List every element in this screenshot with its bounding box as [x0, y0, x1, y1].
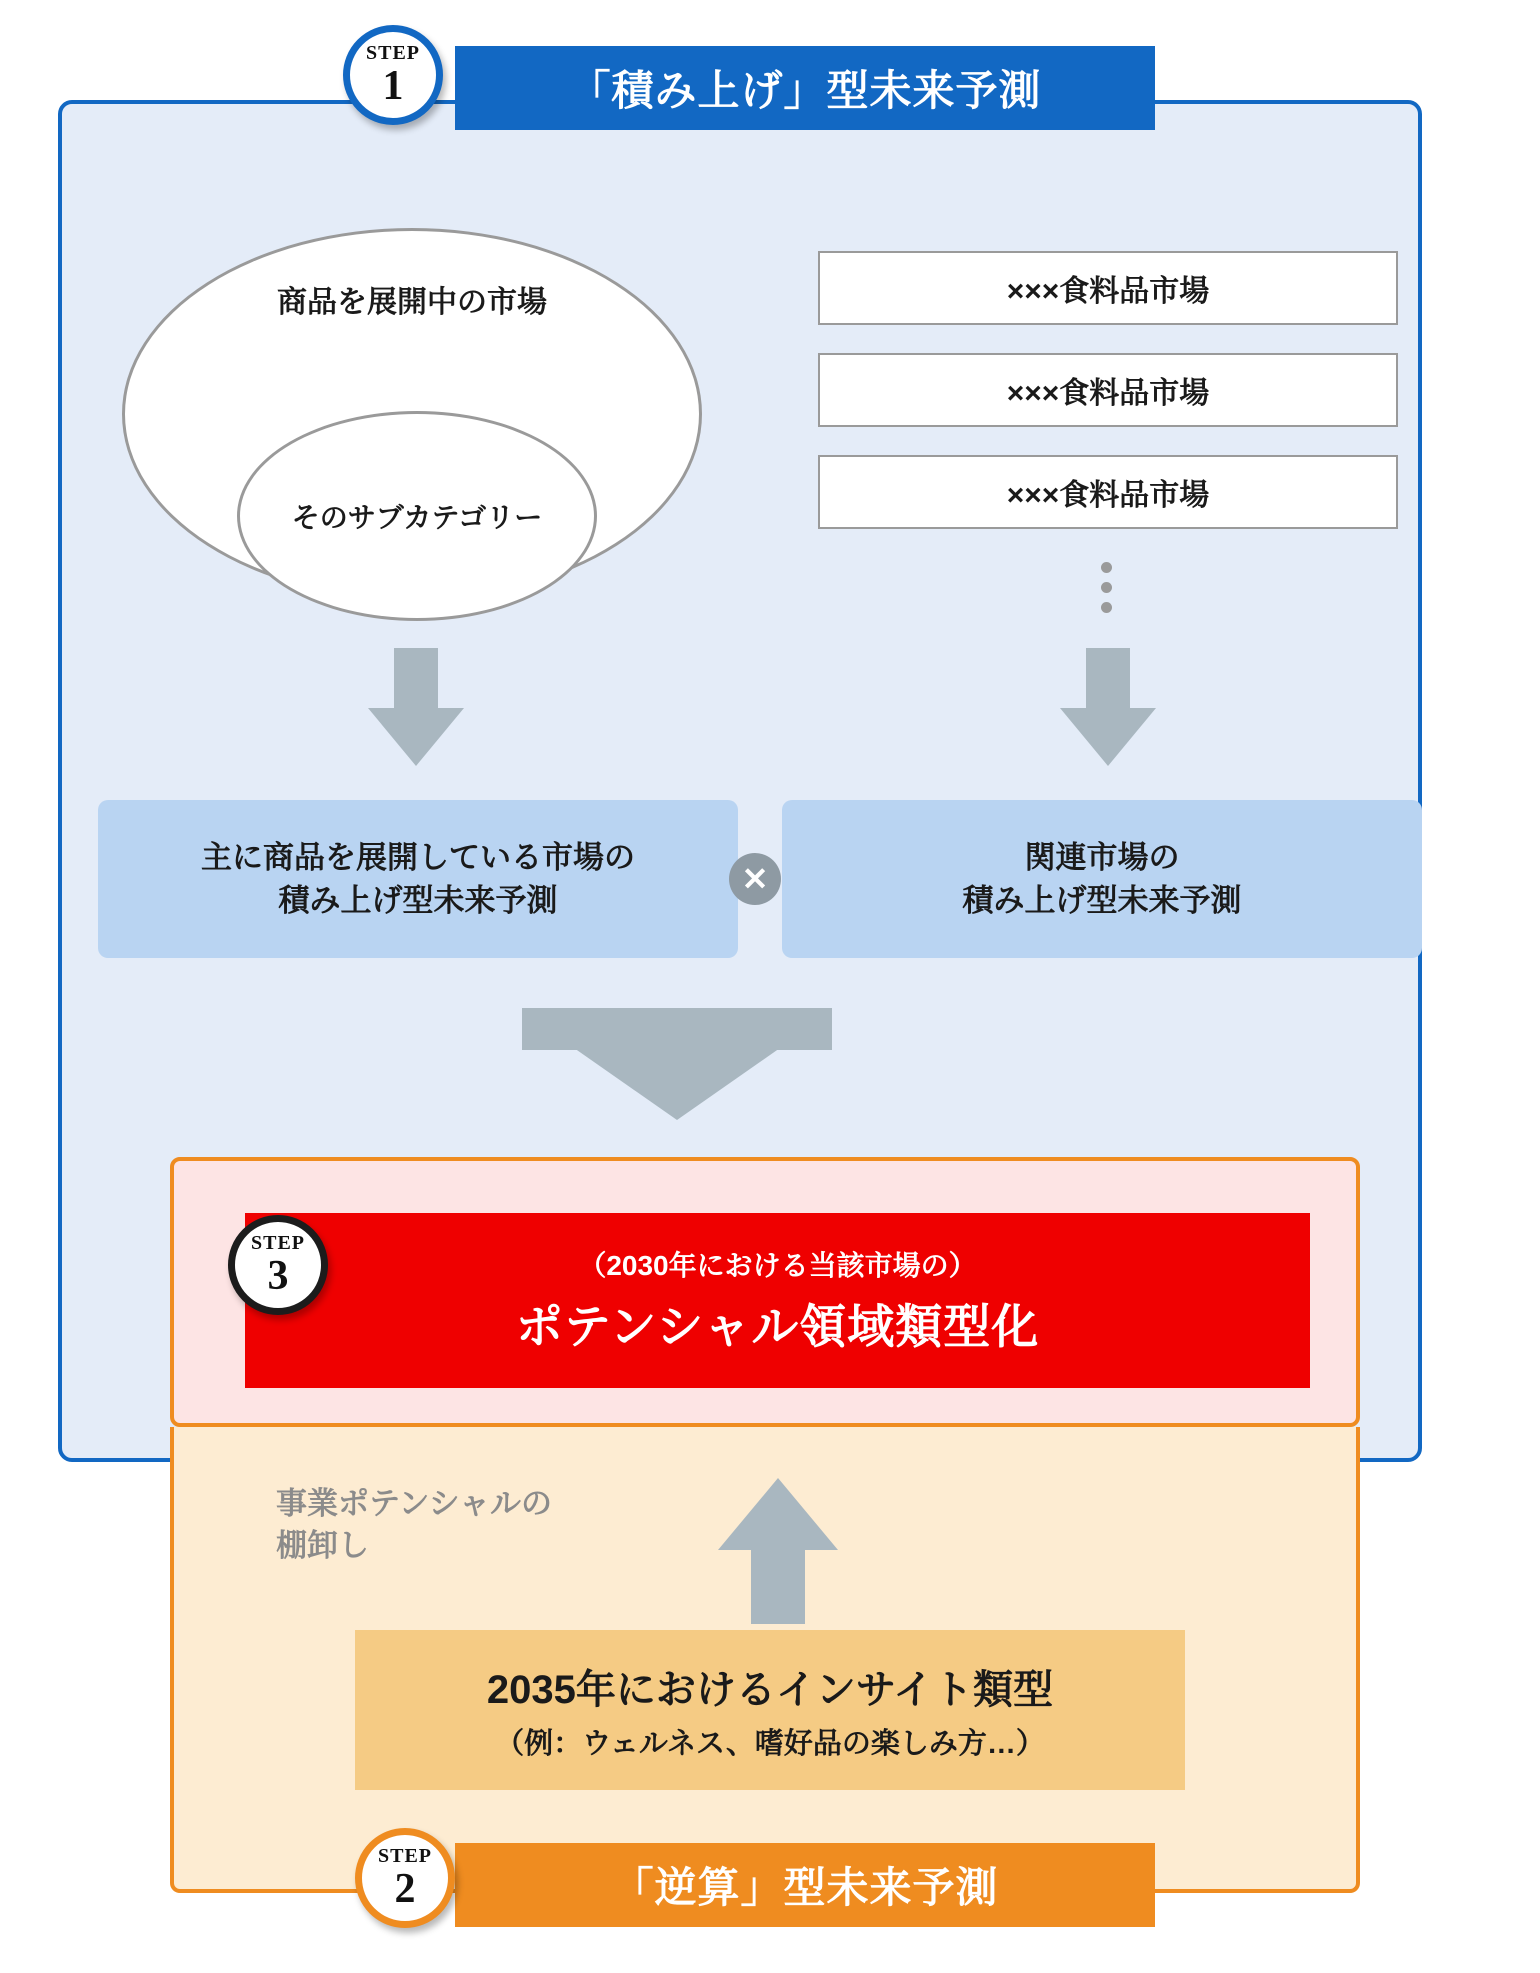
multiply-operator-icon: ✕ — [729, 853, 781, 905]
step2-ribbon-title: 「逆算」型未来予測 — [611, 1864, 999, 1911]
business-potential-note — [276, 1483, 676, 1567]
step-badge-1-number: 1 — [382, 63, 404, 109]
step-badge-3-number: 3 — [267, 1253, 289, 1299]
business-potential-note-line1: 事業ポテンシャルの — [276, 1486, 553, 1521]
forecast-box-related-market-line1: 関連市場の — [1024, 839, 1180, 875]
market-ellipse-inner-label: そのサブカテゴリー — [291, 502, 543, 533]
insight-type-example: （例：ウェルネス、嗜好品の楽しみ方…） — [495, 1728, 1045, 1760]
step-badge-3-word: STEP — [250, 1232, 306, 1254]
step1-ribbon — [455, 46, 1155, 130]
step-badge-3 — [228, 1215, 328, 1315]
forecast-box-main-market-line1: 主に商品を展開している市場の — [201, 839, 635, 875]
step-badge-1 — [343, 25, 443, 125]
potential-area-subtitle: （2030年における当該市場の） — [578, 1250, 977, 1281]
market-ellipse-inner — [237, 411, 597, 621]
business-potential-note-line2: 棚卸し — [276, 1527, 369, 1563]
potential-area-title: ポテンシャル領域類型化 — [515, 1300, 1040, 1353]
forecast-box-main-market — [98, 800, 738, 958]
related-market-box: ×××食料品市場 — [818, 353, 1398, 427]
step-badge-2-word: STEP — [377, 1845, 433, 1867]
down-arrow-icon — [1060, 648, 1156, 766]
forecast-box-main-market-line2: 積み上げ型未来予測 — [278, 883, 558, 918]
up-arrow-icon — [718, 1478, 838, 1623]
related-market-box: ×××食料品市場 — [818, 251, 1398, 325]
step-badge-1-word: STEP — [365, 42, 421, 64]
market-ellipse-outer-label: 商品を展開中の市場 — [277, 286, 547, 319]
step-badge-2-number: 2 — [394, 1866, 416, 1912]
related-market-box: ×××食料品市場 — [818, 455, 1398, 529]
forecast-box-related-market-line2: 積み上げ型未来予測 — [962, 883, 1242, 918]
forecast-box-related-market — [782, 800, 1422, 958]
step-badge-2 — [355, 1828, 455, 1928]
step1-ribbon-title: 「積み上げ」型未来予測 — [568, 67, 1042, 114]
market-ellipse-outer — [122, 228, 702, 600]
insight-type-title: 2035年におけるインサイト類型 — [486, 1668, 1054, 1712]
potential-area-box — [245, 1213, 1310, 1388]
insight-type-box — [355, 1630, 1185, 1790]
vertical-dots-icon — [1096, 562, 1116, 622]
down-arrow-icon — [368, 648, 464, 766]
wide-down-arrow-icon — [522, 1008, 832, 1120]
step2-ribbon — [455, 1843, 1155, 1927]
